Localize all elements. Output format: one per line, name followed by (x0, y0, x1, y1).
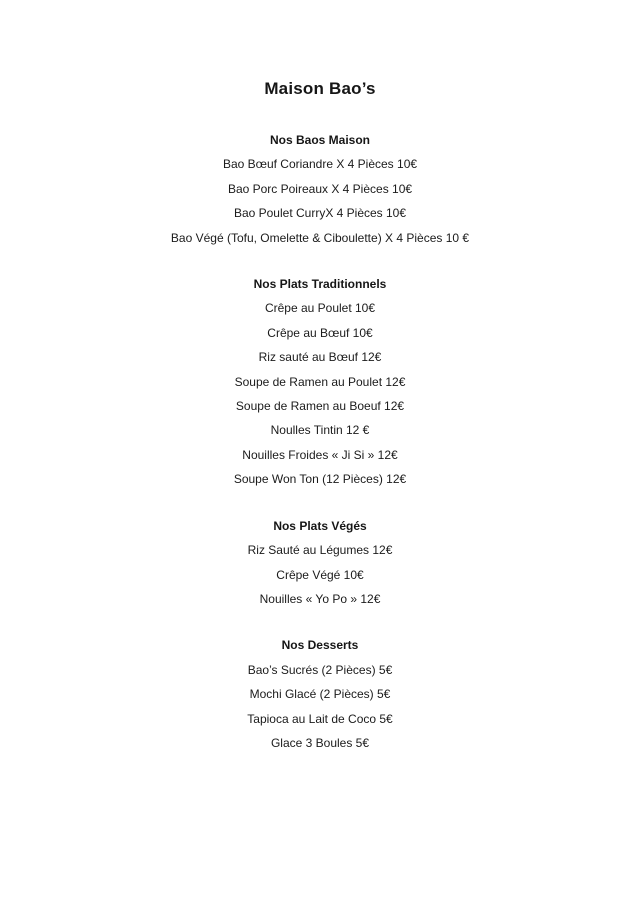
menu-section (0, 514, 640, 612)
menu-item: Bao Bœuf Coriandre X 4 Pièces 10€ (222, 157, 418, 172)
menu-item: Mochi Glacé (2 Pièces) 5€ (249, 687, 391, 702)
menu-item: Soupe Won Ton (12 Pièces) 12€ (233, 472, 407, 487)
section-heading: Nos Desserts (281, 638, 359, 653)
menu-item: Tapioca au Lait de Coco 5€ (247, 711, 393, 726)
menu-item: Crêpe au Poulet 10€ (264, 301, 376, 316)
menu-item: Bao Porc Poireaux X 4 Pièces 10€ (227, 181, 413, 196)
menu-section (0, 128, 640, 250)
section-heading: Nos Plats Végés (273, 518, 367, 533)
menu-item: Soupe de Ramen au Boeuf 12€ (235, 399, 405, 414)
section-heading: Nos Baos Maison (269, 133, 371, 147)
menu-item: Bao Végé (Tofu, Omelette & Ciboulette) X 4 Pièces 10 € (170, 230, 470, 245)
section-heading: Nos Plats Traditionnels (253, 277, 387, 292)
menu-item: Bao Poulet CurryX 4 Pièces 10€ (233, 206, 407, 221)
menu-item: Glace 3 Boules 5€ (270, 735, 370, 750)
menu-item: Riz Sauté au Légumes 12€ (247, 543, 393, 558)
menu-item: Riz sauté au Bœuf 12€ (258, 350, 382, 365)
menu-item: Crêpe Végé 10€ (276, 567, 364, 582)
menu-sections (0, 128, 640, 755)
menu-section (0, 633, 640, 755)
menu-section (0, 272, 640, 492)
menu-item: Noulles Tintin 12 € (270, 423, 370, 438)
menu-item: Nouilles Froides « Ji Si » 12€ (242, 447, 398, 462)
menu-item: Nouilles « Yo Po » 12€ (259, 591, 381, 606)
menu-item: Soupe de Ramen au Poulet 12€ (234, 374, 406, 389)
page-title: Maison Bao’s (264, 79, 376, 98)
menu-item: Bao’s Sucrés (2 Pièces) 5€ (247, 662, 393, 677)
menu-item: Crêpe au Bœuf 10€ (267, 325, 373, 340)
